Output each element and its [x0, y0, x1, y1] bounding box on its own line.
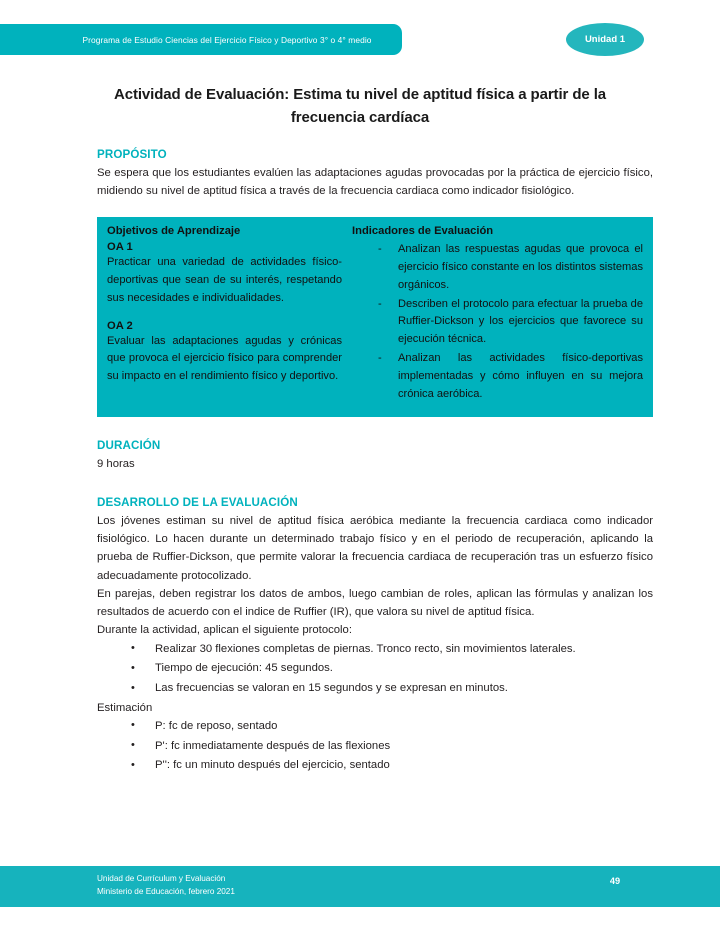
page-number: 49 [609, 876, 621, 886]
objectives-indicators-table [97, 217, 653, 418]
page-title: Actividad de Evaluación: Estima tu nivel de aptitud física a partir de la frecuencia cardíaca [114, 86, 606, 127]
objectives-column-header: Objetivos de Aprendizaje [107, 224, 241, 237]
bullet-dot-icon: • [131, 661, 135, 674]
list-item [352, 296, 643, 350]
bullet-dot-icon: • [131, 681, 135, 694]
list-item [97, 737, 653, 757]
footer-institution [97, 873, 235, 898]
objectives-column [107, 225, 350, 406]
bullet-text: P'': fc un minuto después del ejercicio, sentado [155, 759, 390, 772]
list-item [97, 679, 653, 699]
estimacion-bullet-list [97, 717, 653, 776]
bullet-text: Tiempo de ejecución: 45 segundos. [155, 662, 333, 675]
footer-line-1: Unidad de Currículum y Evaluación [97, 874, 226, 883]
indicator-text: Analizan las respuestas agudas que provoca el ejercicio físico constante en los distintos sistemas orgánicos. [398, 242, 643, 291]
proposito-paragraph: Se espera que los estudiantes evalúen las adaptaciones agudas provocadas por la práctica de ejercicio físico, midiendo su nivel de aptitud física a través de la frecuencia cardiaca como indicador fisiológico. [97, 167, 653, 198]
dash-marker-icon: - [378, 352, 382, 365]
section-heading-desarrollo: DESARROLLO DE LA EVALUACIÓN [97, 495, 298, 509]
dash-marker-icon: - [378, 242, 382, 255]
desarrollo-paragraph-3: Durante la actividad, aplican el siguiente protocolo: [97, 624, 352, 637]
list-item [352, 350, 643, 404]
bullet-text: Las frecuencias se valoran en 15 segundos y se expresan en minutos. [155, 682, 508, 694]
bullet-dot-icon: • [131, 758, 135, 771]
bullet-dot-icon: • [131, 739, 135, 752]
desarrollo-paragraph-1: Los jóvenes estiman su nivel de aptitud física aeróbica mediante la frecuencia cardiaca como indicador fisiológico. Lo hacen durante un determinado trabajo físico y en el periodo de recuperación, aplicando la prueba de Ruffier-Dickson, que permite valorar la frecuencia cardiaca de recuperación tras un esfuerzo físico adecuadamente protocolizado. [97, 514, 653, 582]
objective-text-oa1: Practicar una variedad de actividades físico-deportivas que sean de su interés, respetando sus necesidades e individualidades. [107, 255, 342, 304]
bullet-dot-icon: • [131, 719, 135, 732]
indicator-text: Analizan las actividades físico-deportivas implementadas y cómo influyen en su mejora crónica aeróbica. [398, 352, 643, 401]
duracion-value: 9 horas [97, 458, 135, 471]
objective-code-oa1: OA 1 [107, 240, 133, 253]
bullet-text: Realizar 30 flexiones completas de piernas. Tronco recto, sin movimientos laterales. [155, 642, 576, 655]
indicators-list [352, 241, 643, 405]
indicator-text: Describen el protocolo para efectuar la prueba de Ruffier-Dickson y los ejercicios que favorece su ejecución técnica. [398, 297, 643, 346]
bullet-text: P': fc inmediatamente después de las flexiones [155, 739, 391, 752]
list-item [352, 241, 643, 295]
list-item [97, 640, 653, 660]
document-content [97, 148, 653, 776]
unit-badge [566, 23, 644, 56]
bullet-text: P: fc de reposo, sentado [155, 719, 278, 732]
list-item [97, 659, 653, 679]
dash-marker-icon: - [378, 297, 382, 310]
list-item [97, 717, 653, 737]
section-heading-proposito: PROPÓSITO [97, 148, 167, 161]
desarrollo-paragraph-2: En parejas, deben registrar los datos de ambos, luego cambian de roles, aplican las fórmulas y analizan los resultados de acuerdo con el indice de Ruffier (IR), que valora su nivel de aptitud física. [97, 587, 653, 619]
bullet-dot-icon: • [131, 642, 135, 655]
objective-text-oa2: Evaluar las adaptaciones agudas y crónicas que provoca el ejercicio físico para comprender su impacto en el rendimiento físico y deportivo. [107, 334, 342, 383]
unit-badge-label: Unidad 1 [584, 34, 626, 45]
estimacion-label: Estimación [97, 701, 153, 714]
program-title-text: Programa de Estudio Ciencias del Ejercicio Físico y Deportivo 3° o 4° medio [82, 34, 372, 45]
program-title-pill [0, 24, 402, 55]
list-item [97, 756, 653, 776]
section-heading-duracion: DURACIÓN [97, 439, 161, 453]
protocolo-bullet-list [97, 640, 653, 699]
indicators-column-header: Indicadores de Evaluación [352, 224, 494, 237]
objective-code-oa2: OA 2 [107, 319, 133, 332]
indicators-column [350, 225, 643, 406]
footer-line-2: Ministerio de Educación, febrero 2021 [97, 886, 235, 896]
